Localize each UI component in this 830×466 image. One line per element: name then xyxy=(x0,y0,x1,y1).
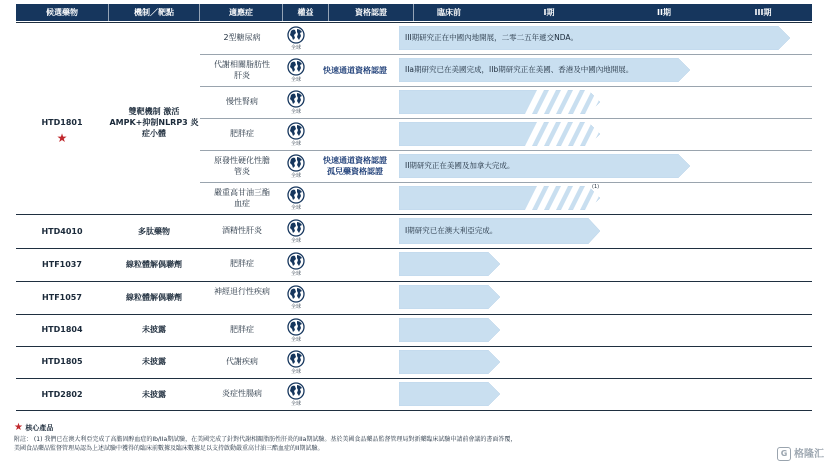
row-divider xyxy=(200,118,812,119)
mechanism-htd1804: 未披露 xyxy=(142,325,166,334)
rights-label: 全球 xyxy=(290,173,301,179)
drug-htf1057: HTF1057 xyxy=(42,293,82,302)
mechanism-htd1805: 未披露 xyxy=(142,357,166,366)
progress-description: I期研究已在澳大利亞完成。 xyxy=(405,226,498,235)
drug-htd4010: HTD4010 xyxy=(41,227,83,236)
watermark-icon: G xyxy=(777,447,791,461)
header-mechanism: 機制／靶點 xyxy=(134,8,174,17)
mechanism-htd4010: 多肽藥物 xyxy=(138,227,170,236)
progress-arrow xyxy=(399,350,500,374)
drug-htd1805: HTD1805 xyxy=(41,357,83,366)
footnote-line-1: 附註： (1) 我們已在澳大利亞完成了高膽固醇血症的Ib/IIa期試驗，在美國完成了針對代謝相關脂肪性肝炎的IIa期試驗。基於美國食品藥品監督管理局對新藥臨床試驗申請前會議的書面答覆， xyxy=(14,436,517,443)
regulatory-designation: 快速通道資格認證 孤兒藥資格認證 xyxy=(323,156,387,176)
rights-label: 全球 xyxy=(290,77,301,83)
indication-cell: 炎症性腸病 xyxy=(222,389,262,398)
globe-icon xyxy=(287,318,305,336)
row-divider xyxy=(16,378,812,379)
header-phase2: II期 xyxy=(657,8,671,17)
drug-htd1801: HTD1801 xyxy=(41,118,83,127)
rights-label: 全球 xyxy=(290,337,301,343)
globe-icon xyxy=(287,122,305,140)
progress-arrow xyxy=(399,285,500,309)
row-divider xyxy=(16,346,812,347)
globe-icon xyxy=(287,26,305,44)
globe-icon xyxy=(287,252,305,270)
indication-cell: 2型糖尿病 xyxy=(223,33,261,42)
header-preclinical: 臨床前 xyxy=(437,8,461,17)
indication-cell: 肥胖症 xyxy=(230,259,254,268)
globe-icon xyxy=(287,285,305,303)
globe-icon xyxy=(287,186,305,204)
indication-cell: 肥胖症 xyxy=(230,325,254,334)
indication-cell: 嚴重高甘油三酯血症 xyxy=(214,188,270,208)
header-candidate: 候選藥物 xyxy=(46,8,78,17)
row-divider xyxy=(200,86,812,87)
globe-icon xyxy=(287,90,305,108)
rights-label: 全球 xyxy=(290,401,301,407)
header-rights: 權益 xyxy=(297,8,314,17)
rights-label: 全球 xyxy=(290,109,301,115)
indication-cell: 神經退行性疾病 xyxy=(214,287,270,296)
progress-arrow xyxy=(399,318,500,342)
globe-icon xyxy=(287,350,305,368)
drug-htd1804: HTD1804 xyxy=(41,325,83,334)
globe-icon xyxy=(287,219,305,237)
header-phase3: III期 xyxy=(754,8,772,17)
indication-cell: 酒精性肝炎 xyxy=(222,226,262,235)
rights-label: 全球 xyxy=(290,45,301,51)
regulatory-designation: 快速通道資格認證 xyxy=(323,65,387,75)
rights-label: 全球 xyxy=(290,369,301,375)
indication-cell: 原發性硬化性膽管炎 xyxy=(214,156,270,176)
drug-htd2802: HTD2802 xyxy=(41,390,83,399)
globe-icon xyxy=(287,382,305,400)
indication-cell: 慢性腎病 xyxy=(226,97,258,106)
mechanism-htf1057: 線粒體解偶聯劑 xyxy=(126,293,182,302)
header-phase1: I期 xyxy=(543,8,555,17)
legend-label: 核心產品 xyxy=(25,424,54,432)
progress-arrow xyxy=(399,122,600,146)
table-header xyxy=(16,4,812,21)
mechanism-htd1801: 雙靶機制 激活AMPK+抑制NLRP3 炎症小體 xyxy=(109,107,199,138)
globe-icon xyxy=(287,58,305,76)
footnote-marker: (1) xyxy=(592,184,600,190)
mechanism-htf1037: 線粒體解偶聯劑 xyxy=(126,260,182,269)
row-divider xyxy=(16,248,812,249)
row-divider xyxy=(16,214,812,215)
progress-arrow xyxy=(399,382,500,406)
mechanism-htd2802: 未披露 xyxy=(142,390,166,399)
progress-description: IIa期研究已在美國完成，IIb期研究正在美國、香港及中國內地開展。 xyxy=(405,65,634,74)
rights-label: 全球 xyxy=(290,304,301,310)
drug-htf1037: HTF1037 xyxy=(42,260,82,269)
row-divider xyxy=(16,281,812,282)
progress-arrow xyxy=(399,252,500,276)
rights-label: 全球 xyxy=(290,205,301,211)
progress-arrow xyxy=(399,90,600,114)
progress-arrow xyxy=(399,186,600,210)
indication-cell: 代謝相關脂肪性肝炎 xyxy=(214,60,270,80)
row-divider xyxy=(16,410,812,411)
watermark-text: 格隆汇 xyxy=(794,449,824,460)
watermark-logo xyxy=(777,447,824,462)
rights-label: 全球 xyxy=(290,141,301,147)
row-divider xyxy=(200,150,812,151)
row-divider xyxy=(16,314,812,315)
header-regulatory: 資格認證 xyxy=(355,8,387,17)
indication-cell: 代謝疾病 xyxy=(226,357,258,366)
rights-label: 全球 xyxy=(290,271,301,277)
progress-description: III期研究正在中國內地開展，二零二五年遞交NDA。 xyxy=(405,33,579,42)
footnote-line-2: 美國食品藥品監督管理局認為上述試驗中獲得的臨床前數據及臨床數據足以支持啟動嚴重高甘油三酯血症的II期試驗。 xyxy=(14,445,324,452)
legend-star-icon: ★ xyxy=(14,422,23,433)
globe-icon xyxy=(287,154,305,172)
row-divider xyxy=(16,22,812,23)
row-divider xyxy=(200,182,812,183)
header-indication: 適應症 xyxy=(229,8,253,17)
row-divider xyxy=(200,54,812,55)
indication-cell: 肥胖症 xyxy=(230,129,254,138)
core-product-legend xyxy=(14,423,53,433)
core-product-star-icon: ★ xyxy=(56,131,68,145)
progress-description: II期研究正在美國及加拿大完成。 xyxy=(405,161,515,170)
rights-label: 全球 xyxy=(290,238,301,244)
